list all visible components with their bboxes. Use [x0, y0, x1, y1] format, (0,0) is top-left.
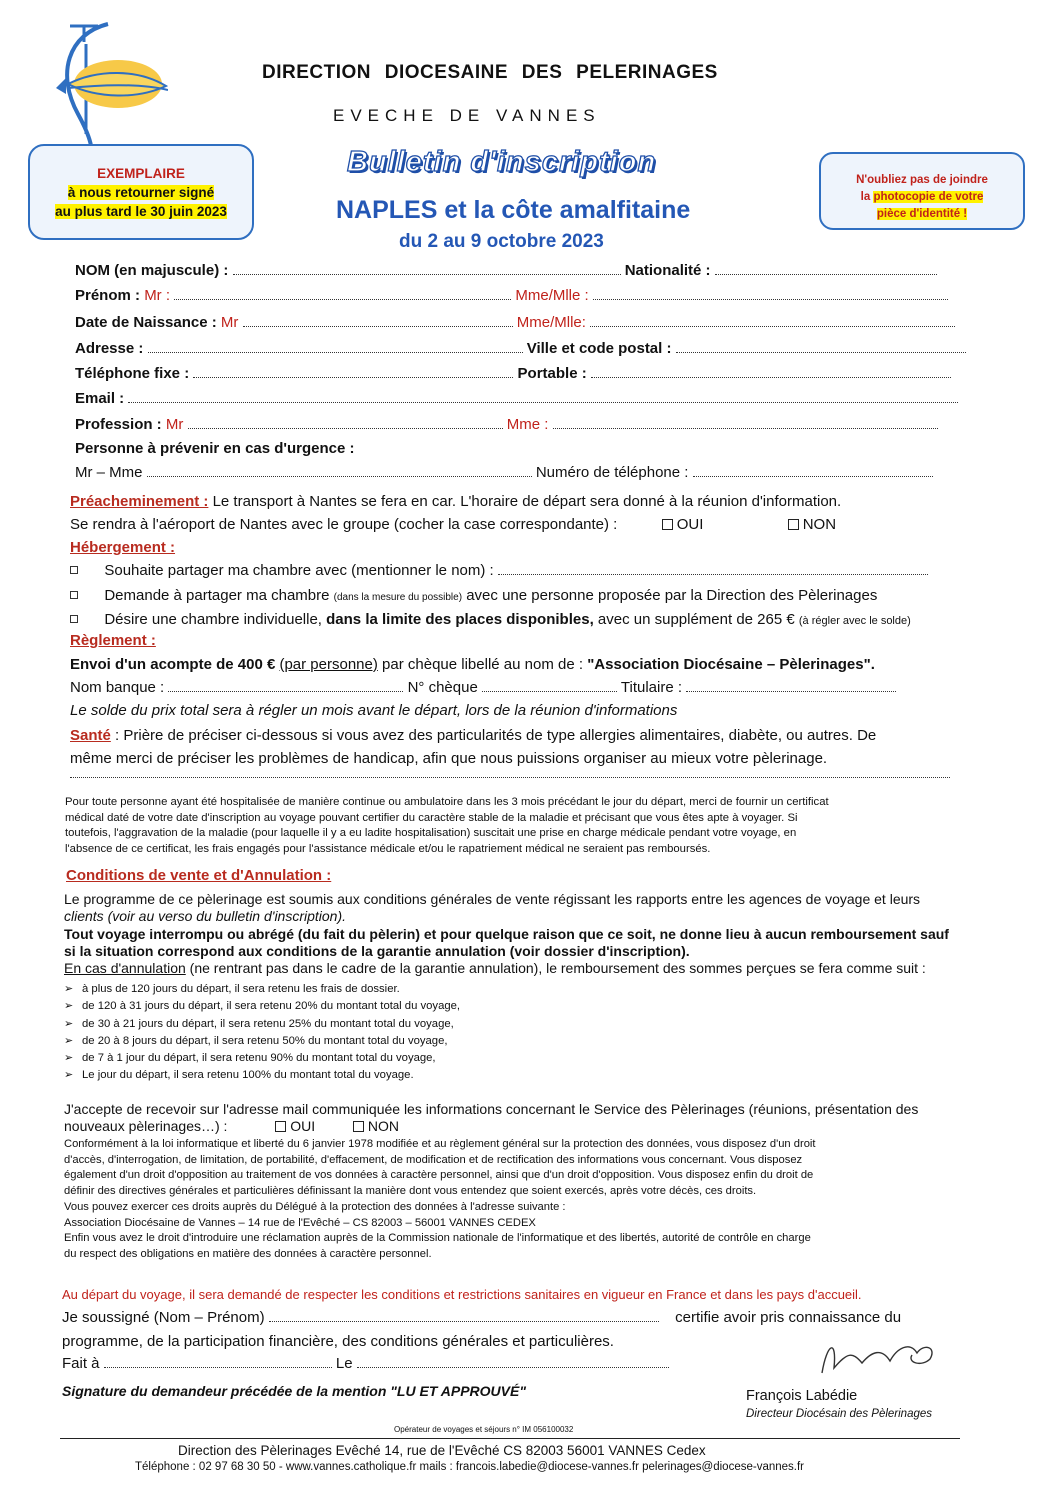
solde-note: Le solde du prix total sera à régler un mois avant le départ, lors de la réunion d'informations	[70, 702, 678, 719]
hebergement-label: Hébergement :	[70, 539, 176, 556]
sante-row-1	[70, 727, 876, 745]
titulaire-field[interactable]	[686, 680, 896, 692]
reglement-label: Règlement :	[70, 632, 156, 649]
trip-dates: du 2 au 9 octobre 2023	[399, 231, 604, 252]
mail-oui-checkbox[interactable]	[275, 1121, 286, 1132]
airport-non-checkbox[interactable]	[788, 519, 799, 530]
heberg-option-2-label: Demande à partager ma chambre	[104, 587, 330, 604]
fait-label: Fait à	[62, 1355, 100, 1372]
airport-non-label: NON	[802, 516, 837, 533]
adresse-label: Adresse :	[75, 340, 144, 357]
nationalite-field[interactable]	[715, 263, 937, 275]
heberg-option-1-checkbox[interactable]	[70, 566, 78, 574]
list-item: ➢ Le jour du départ, il sera retenu 100% du montant total du voyage.	[64, 1069, 414, 1082]
adresse-field[interactable]	[148, 341, 523, 353]
heberg-option-3-note: (à régler avec le solde)	[798, 615, 911, 627]
urgence-row[interactable]	[75, 464, 933, 482]
email-field[interactable]	[128, 391, 958, 403]
list-item: ➢ de 120 à 31 jours du départ, il sera retenu 20% du montant total du voyage,	[64, 1000, 461, 1013]
naissance-mr: Mr	[220, 314, 239, 331]
sante-field[interactable]	[70, 774, 950, 778]
trip-title: NAPLES et la côte amalfitaine	[336, 196, 691, 224]
urgence-name-field[interactable]	[147, 465, 532, 477]
certifie-line-2: programme, de la participation financière, des conditions générales et particulières.	[62, 1333, 614, 1350]
conditions-bold-line: si la situation correspond aux conditions de la garantie annulation (voir dossier d'inscription).	[64, 943, 690, 959]
mail-non-label: NON	[367, 1118, 400, 1134]
return-notice-box	[28, 144, 254, 240]
sante-text-1: : Prière de préciser ci-dessous si vous avez des particularités de type allergies alimentaires, diabète, ou autres. De	[115, 727, 877, 744]
footer-divider	[60, 1438, 960, 1439]
airport-question: Se rendra à l'aéroport de Nantes avec le groupe (cocher la case correspondante) :	[70, 516, 618, 533]
email-row[interactable]	[75, 390, 958, 408]
naissance-label: Date de Naissance :	[75, 314, 217, 331]
telephone-field[interactable]	[193, 366, 513, 378]
hospital-line: Pour toute personne ayant été hospitalisée de manière continue ou ambulatoire dans les 3 mois précédant le jour du départ, merci de fournir un certificat	[65, 796, 829, 808]
heberg-option-2-note: (dans la mesure du possible)	[333, 592, 463, 603]
ville-label: Ville et code postal :	[526, 340, 672, 357]
annulation-label: En cas d'annulation	[64, 960, 186, 976]
le-label: Le	[335, 1355, 353, 1372]
prenom-mme-field[interactable]	[593, 288, 948, 300]
urgence-tel-field[interactable]	[693, 465, 933, 477]
cheque-field[interactable]	[482, 680, 617, 692]
preacheminement-label: Préacheminement :	[70, 493, 209, 510]
rgpd-line: également d'un droit d'opposition au traitement de vos données à caractère personnel, ainsi que d'un droit d'opposition. Vous disposez enfin du droit de	[64, 1169, 814, 1182]
signature-mention: Signature du demandeur précédée de la mention "LU ET APPROUVÉ"	[62, 1383, 526, 1399]
conditions-line: clients (voir au verso du bulletin d'inscription).	[64, 908, 347, 924]
id-reminder-prefix: la	[860, 191, 874, 203]
adresse-row[interactable]	[75, 340, 966, 358]
airport-oui-checkbox[interactable]	[662, 519, 673, 530]
naissance-mr-field[interactable]	[243, 315, 513, 327]
return-notice-line: à nous retourner signé	[67, 185, 215, 200]
conditions-label: Conditions de vente et d'Annulation :	[66, 867, 332, 884]
cheque-label: N° chèque	[407, 679, 478, 696]
telephone-label: Téléphone fixe :	[75, 365, 190, 382]
banque-label: Nom banque :	[70, 679, 165, 696]
bulletin-title: Bulletin d'inscription	[347, 146, 657, 178]
nom-row[interactable]	[75, 262, 937, 280]
acompte-payee: "Association Diocésaine – Pèlerinages".	[587, 656, 875, 673]
exemplaire-label: EXEMPLAIRE	[97, 166, 185, 181]
mail-consent-line: J'accepte de recevoir sur l'adresse mail communiquée les informations concernant le Service des Pèlerinages (réunions, présentation des	[64, 1101, 919, 1117]
airport-oui-label: OUI	[676, 516, 704, 533]
prenom-mr-field[interactable]	[174, 288, 511, 300]
heberg-option-3-supplement: avec un supplément de 265 €	[597, 611, 795, 628]
org-subtitle: EVECHE DE VANNES	[333, 106, 601, 125]
prenom-label: Prénom :	[75, 287, 141, 304]
list-item: ➢ de 20 à 8 jours du départ, il sera retenu 50% du montant total du voyage,	[64, 1034, 448, 1047]
rgpd-line: définir des directives générales et particulières définissant la manière dont vous entendez que soient exercés, après votre décès, ces droits.	[64, 1185, 757, 1198]
airport-row	[70, 516, 836, 534]
acompte-cheque-text: par chèque libellé au nom de :	[382, 656, 584, 673]
mail-oui-label: OUI	[290, 1118, 316, 1134]
soussigne-label: Je soussigné (Nom – Prénom)	[62, 1309, 265, 1326]
portable-label: Portable :	[517, 365, 587, 382]
urgence-mr-mme: Mr – Mme	[75, 464, 143, 481]
email-label: Email :	[75, 390, 125, 407]
deadline-line: au plus tard le 30 juin 2023	[55, 204, 227, 219]
preacheminement-row	[70, 493, 841, 511]
profession-label: Profession :	[75, 416, 162, 433]
urgence-label: Personne à prévenir en cas d'urgence :	[75, 440, 355, 457]
nom-field[interactable]	[233, 263, 621, 275]
director-signature	[812, 1333, 942, 1383]
soussigne-field[interactable]	[269, 1310, 659, 1322]
fait-row[interactable]	[62, 1355, 669, 1373]
nom-label: NOM (en majuscule) :	[75, 262, 229, 279]
director-role: Directeur Diocésain des Pèlerinages	[746, 1408, 933, 1420]
id-reminder-box	[819, 152, 1025, 230]
operator-licence: Opérateur de voyages et séjours n° IM 056100032	[394, 1425, 574, 1434]
rgpd-line: Association Diocésaine de Vannes – 14 rue de l'Evêché – CS 82003 – 56001 VANNES CEDEX	[64, 1216, 536, 1229]
rgpd-line: Vous pouvez exercer ces droits auprès du Délégué à la protection des données à l'adresse suivante :	[64, 1200, 566, 1213]
footer-address: Direction des Pèlerinages Evêché 14, rue de l'Evêché CS 82003 56001 VANNES Cedex	[178, 1443, 706, 1458]
prenom-mr: Mr :	[144, 287, 171, 304]
mail-non-checkbox[interactable]	[353, 1121, 364, 1132]
soussigne-row[interactable]	[62, 1309, 901, 1327]
list-item: ➢ de 30 à 21 jours du départ, il sera retenu 25% du montant total du voyage,	[64, 1017, 454, 1030]
naissance-row[interactable]	[75, 314, 955, 332]
ville-field[interactable]	[676, 341, 966, 353]
cancellation-list	[64, 981, 460, 1085]
titulaire-label: Titulaire :	[620, 679, 683, 696]
sante-label: Santé	[70, 727, 111, 744]
id-reminder-line1: N'oubliez pas de joindre	[856, 174, 988, 186]
prenom-row[interactable]	[75, 287, 948, 305]
prenom-mme: Mme/Mlle :	[515, 287, 589, 304]
conditions-line: Le programme de ce pèlerinage est soumis aux conditions générales de vente régissant les rapports entre les agences de voyage et leurs	[64, 891, 921, 907]
hospital-line: l'absence de ce certificat, les frais engagés pour l'assistance médicale et/ou le rapatriement médical ne seraient pas remboursés.	[65, 842, 711, 855]
rgpd-line: d'accès, d'interrogation, de limitation, de portabilité, d'effacement, de modification et de rectification des informations vous concernant. Vous disposez	[64, 1153, 803, 1166]
rgpd-line: Enfin vous avez le droit d'introduire une réclamation auprès de la Commission nationale de l'informatique et des libertés, autorité de contrôle en charge	[64, 1232, 811, 1245]
urgence-tel-label: Numéro de téléphone :	[535, 464, 689, 481]
naissance-mme: Mme/Mlle:	[516, 314, 586, 331]
acompte-amount: Envoi d'un acompte de 400 €	[70, 656, 276, 673]
rgpd-line: du respect des obligations en matière des données à caractère personnel.	[64, 1247, 432, 1260]
acompte-per-person: (par personne)	[279, 656, 378, 673]
heberg-option-3-label: Désire une chambre individuelle,	[104, 611, 322, 628]
mail-consent-line: nouveaux pèlerinages…) :	[64, 1118, 228, 1134]
diocese-logo	[48, 14, 168, 164]
certifie-text: certifie avoir pris connaissance du	[675, 1309, 902, 1326]
sante-text-2: même merci de préciser les problèmes de handicap, afin que nous puissions organiser au mieux votre pèlerinage.	[70, 750, 828, 767]
nationalite-label: Nationalité :	[624, 262, 711, 279]
portable-field[interactable]	[591, 366, 951, 378]
hospital-notice	[65, 795, 829, 857]
org-title: DIRECTION DIOCESAINE DES PELERINAGES	[262, 62, 718, 83]
id-reminder-line3: pièce d'identité !	[876, 208, 968, 220]
heberg-option-2[interactable]	[70, 587, 877, 607]
annulation-text: (ne rentrant pas dans le cadre de la garantie annulation), le remboursement des sommes perçues se fera comme suit :	[189, 960, 926, 976]
bank-row[interactable]	[70, 679, 896, 697]
director-name: François Labédie	[746, 1388, 858, 1404]
heberg-share-name-field[interactable]	[498, 563, 928, 575]
fait-field[interactable]	[104, 1356, 332, 1368]
heberg-option-3[interactable]	[70, 611, 911, 630]
hospital-line: médical daté de votre date d'inscription au voyage pouvant certifier du caractère stable de la maladie et précisant que vous êtes apte à voyager. Si	[65, 811, 798, 824]
heberg-option-3-checkbox[interactable]	[70, 615, 78, 623]
profession-mme: Mme :	[506, 416, 549, 433]
banque-field[interactable]	[168, 680, 403, 692]
le-field[interactable]	[357, 1356, 669, 1368]
heberg-option-2-rest: avec une personne proposée par la Direction des Pèlerinages	[466, 587, 878, 604]
heberg-option-1-label: Souhaite partager ma chambre avec (mentionner le nom) :	[104, 562, 494, 579]
list-item: ➢ à plus de 120 jours du départ, il sera retenu les frais de dossier.	[64, 983, 400, 995]
heberg-option-3-limit: dans la limite des places disponibles,	[326, 611, 594, 628]
acompte-row	[70, 656, 875, 674]
sanitary-notice: Au départ du voyage, il sera demandé de respecter les conditions et restrictions sanitaires en vigueur en France et dans les pays d'accueil.	[62, 1287, 862, 1302]
profession-row[interactable]	[75, 416, 938, 434]
heberg-option-2-checkbox[interactable]	[70, 591, 78, 599]
rgpd-notice	[64, 1137, 816, 1263]
telephone-row[interactable]	[75, 365, 951, 383]
profession-mme-field[interactable]	[553, 417, 938, 429]
list-item: ➢ de 7 à 1 jour du départ, il sera retenu 90% du montant total du voyage,	[64, 1052, 436, 1065]
conditions-bold-line: Tout voyage interrompu ou abrégé (du fait du pèlerin) et pour quelque raison que ce soit, ne donne lieu à aucun remboursement sauf	[64, 926, 949, 942]
naissance-mme-field[interactable]	[590, 315, 955, 327]
profession-mr-field[interactable]	[188, 417, 503, 429]
rgpd-line: Conformément à la loi informatique et liberté du 6 janvier 1978 modifiée et au règlement général sur la protection des données, vous disposez d'un droit	[64, 1138, 816, 1150]
id-reminder-photocopy: photocopie de votre	[873, 191, 984, 203]
heberg-option-1[interactable]	[70, 562, 928, 580]
mail-consent	[64, 1101, 918, 1135]
conditions-text	[64, 891, 949, 977]
profession-mr: Mr	[165, 416, 184, 433]
preacheminement-text: Le transport à Nantes se fera en car. L'horaire de départ sera donné à la réunion d'information.	[212, 493, 842, 510]
footer-contact: Téléphone : 02 97 68 30 50 - www.vannes.catholique.fr mails : francois.labedie@diocese-vannes.fr pelerinages@diocese-vannes.fr	[135, 1461, 805, 1473]
hospital-line: toutefois, l'aggravation de la maladie (pour laquelle il y a eu ladite hospitalisation) suscitait une prise en charge médicale pendant votre voyage, en	[65, 827, 797, 839]
